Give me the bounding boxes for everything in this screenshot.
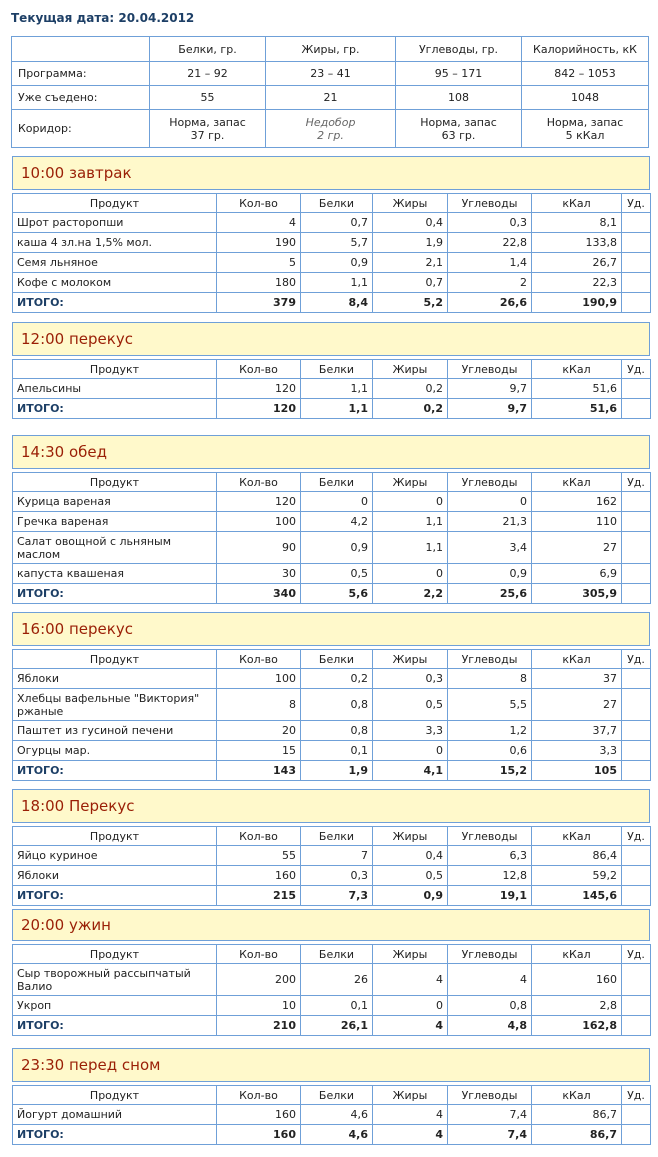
food-value: 120 — [217, 379, 301, 399]
delete-cell[interactable] — [622, 532, 651, 564]
delete-cell[interactable] — [622, 492, 651, 512]
food-value: 20 — [217, 721, 301, 741]
food-value: 22,3 — [532, 273, 622, 293]
food-name: Шрот расторопши — [13, 213, 217, 233]
meal-table-header — [13, 360, 651, 379]
program-label: Программа: — [12, 62, 150, 86]
food-name: Яблоки — [13, 866, 217, 886]
column-header: Кол-во — [217, 360, 301, 379]
food-row — [13, 512, 651, 532]
food-name: Яйцо куриное — [13, 846, 217, 866]
column-header: Жиры — [373, 945, 448, 964]
column-header: Углеводы — [448, 473, 532, 492]
column-header: Белки — [301, 194, 373, 213]
total-value: 15,2 — [448, 761, 532, 781]
food-row — [13, 866, 651, 886]
program-fat: 23 – 41 — [266, 62, 396, 86]
food-name: капуста квашеная — [13, 564, 217, 584]
column-header: Кол-во — [217, 827, 301, 846]
total-row — [13, 399, 651, 419]
total-value: 143 — [217, 761, 301, 781]
food-value: 1,1 — [373, 532, 448, 564]
total-value: 0,2 — [373, 399, 448, 419]
total-value: 162,8 — [532, 1016, 622, 1036]
food-value: 7 — [301, 846, 373, 866]
total-value: 340 — [217, 584, 301, 604]
total-value: 9,7 — [448, 399, 532, 419]
meal-section — [12, 612, 650, 781]
total-value: 210 — [217, 1016, 301, 1036]
food-value: 2,8 — [532, 996, 622, 1016]
column-header: Кол-во — [217, 473, 301, 492]
total-value: 4,6 — [301, 1125, 373, 1145]
food-value: 1,1 — [301, 379, 373, 399]
food-value: 1,4 — [448, 253, 532, 273]
food-row — [13, 996, 651, 1016]
food-value: 3,3 — [373, 721, 448, 741]
food-value: 0,9 — [448, 564, 532, 584]
food-value: 4 — [373, 964, 448, 996]
column-header: Кол-во — [217, 650, 301, 669]
column-header: Кол-во — [217, 945, 301, 964]
food-value: 4 — [373, 1105, 448, 1125]
food-name: Курица вареная — [13, 492, 217, 512]
food-name: Гречка вареная — [13, 512, 217, 532]
total-value: 19,1 — [448, 886, 532, 906]
total-value: 379 — [217, 293, 301, 313]
food-value: 27 — [532, 532, 622, 564]
food-row — [13, 669, 651, 689]
current-date-label: Текущая дата: 20.04.2012 — [11, 11, 195, 25]
food-value: 4 — [217, 213, 301, 233]
delete-cell[interactable] — [622, 741, 651, 761]
food-row — [13, 253, 651, 273]
meal-section — [12, 435, 650, 604]
column-header: кКал — [532, 473, 622, 492]
delete-cell[interactable] — [622, 253, 651, 273]
meal-table — [12, 359, 651, 419]
food-value: 0,7 — [373, 273, 448, 293]
column-header: Белки — [301, 945, 373, 964]
food-value: 0 — [373, 741, 448, 761]
food-value: 1,1 — [373, 512, 448, 532]
food-value: 1,9 — [373, 233, 448, 253]
meal-table-header — [13, 1086, 651, 1105]
corridor-label: Коридор: — [12, 110, 150, 148]
food-value: 8 — [448, 669, 532, 689]
food-value: 27 — [532, 689, 622, 721]
meal-section — [12, 156, 650, 313]
meal-title: 18:00 Перекус — [12, 789, 650, 823]
total-label: ИТОГО: — [13, 399, 217, 419]
food-value: 160 — [532, 964, 622, 996]
column-header: кКал — [532, 1086, 622, 1105]
meal-title: 14:30 обед — [12, 435, 650, 469]
total-label: ИТОГО: — [13, 584, 217, 604]
delete-cell[interactable] — [622, 846, 651, 866]
column-header: Жиры — [373, 650, 448, 669]
total-row — [13, 886, 651, 906]
total-label: ИТОГО: — [13, 1016, 217, 1036]
total-value: 4,8 — [448, 1016, 532, 1036]
eaten-calories: 1048 — [522, 86, 649, 110]
meal-title: 10:00 завтрак — [12, 156, 650, 190]
total-row — [13, 761, 651, 781]
total-label: ИТОГО: — [13, 886, 217, 906]
food-value: 0,6 — [448, 741, 532, 761]
total-value: 4,1 — [373, 761, 448, 781]
column-header: Углеводы — [448, 827, 532, 846]
food-value: 0,3 — [448, 213, 532, 233]
summary-header-empty — [12, 37, 150, 62]
column-header: Углеводы — [448, 945, 532, 964]
food-row — [13, 379, 651, 399]
total-value: 26,6 — [448, 293, 532, 313]
food-value: 30 — [217, 564, 301, 584]
meal-section — [12, 322, 650, 419]
delete-cell[interactable] — [622, 564, 651, 584]
total-value: 5,2 — [373, 293, 448, 313]
column-header: Продукт — [13, 1086, 217, 1105]
summary-header-fat: Жиры, гр. — [266, 37, 396, 62]
column-header: кКал — [532, 945, 622, 964]
food-row — [13, 532, 651, 564]
food-value: 0,8 — [448, 996, 532, 1016]
column-header: Продукт — [13, 473, 217, 492]
food-value: 5,7 — [301, 233, 373, 253]
food-value: 4,2 — [301, 512, 373, 532]
food-value: 133,8 — [532, 233, 622, 253]
delete-cell[interactable] — [622, 689, 651, 721]
food-value: 22,8 — [448, 233, 532, 253]
total-row — [13, 1016, 651, 1036]
meal-table — [12, 472, 651, 604]
column-header: Продукт — [13, 650, 217, 669]
delete-cell[interactable] — [622, 866, 651, 886]
food-row — [13, 721, 651, 741]
food-value: 0 — [448, 492, 532, 512]
food-row — [13, 846, 651, 866]
column-header: Углеводы — [448, 650, 532, 669]
food-name: Сыр творожный рассыпчатый Валио — [13, 964, 217, 996]
food-value: 15 — [217, 741, 301, 761]
food-name: Паштет из гусиной печени — [13, 721, 217, 741]
meal-table — [12, 1085, 651, 1145]
food-value: 0,4 — [373, 846, 448, 866]
meal-section — [12, 789, 650, 906]
column-header: кКал — [532, 650, 622, 669]
food-value: 0,5 — [373, 689, 448, 721]
food-value: 37,7 — [532, 721, 622, 741]
food-value: 26 — [301, 964, 373, 996]
meal-table — [12, 944, 651, 1036]
summary-header-carbs: Углеводы, гр. — [396, 37, 522, 62]
food-value: 160 — [217, 866, 301, 886]
corridor-carbs: Норма, запас 63 гр. — [396, 110, 522, 148]
food-value: 86,4 — [532, 846, 622, 866]
column-header: Продукт — [13, 360, 217, 379]
column-header: Жиры — [373, 827, 448, 846]
food-value: 26,7 — [532, 253, 622, 273]
food-value: 4,6 — [301, 1105, 373, 1125]
delete-cell[interactable] — [622, 379, 651, 399]
food-value: 110 — [532, 512, 622, 532]
food-value: 5,5 — [448, 689, 532, 721]
summary-header-calories: Калорийность, кК — [522, 37, 649, 62]
food-value: 0,2 — [373, 379, 448, 399]
column-header: Уд. — [622, 1086, 651, 1105]
food-name: каша 4 зл.на 1,5% мол. — [13, 233, 217, 253]
meal-table-header — [13, 473, 651, 492]
food-value: 0,3 — [373, 669, 448, 689]
total-value: 51,6 — [532, 399, 622, 419]
food-value: 162 — [532, 492, 622, 512]
delete-cell[interactable] — [622, 273, 651, 293]
total-value: 105 — [532, 761, 622, 781]
total-value: 305,9 — [532, 584, 622, 604]
food-value: 0,2 — [301, 669, 373, 689]
column-header: Жиры — [373, 473, 448, 492]
delete-cell[interactable] — [622, 213, 651, 233]
meal-table-header — [13, 945, 651, 964]
total-value: 0,9 — [373, 886, 448, 906]
food-row — [13, 233, 651, 253]
total-empty-cell — [622, 761, 651, 781]
food-row — [13, 213, 651, 233]
food-value: 0,7 — [301, 213, 373, 233]
total-value: 1,9 — [301, 761, 373, 781]
total-value: 8,4 — [301, 293, 373, 313]
food-value: 160 — [217, 1105, 301, 1125]
total-value: 145,6 — [532, 886, 622, 906]
food-row — [13, 964, 651, 996]
total-row — [13, 293, 651, 313]
total-label: ИТОГО: — [13, 1125, 217, 1145]
total-value: 215 — [217, 886, 301, 906]
food-value: 0,1 — [301, 741, 373, 761]
food-value: 0,9 — [301, 253, 373, 273]
program-calories: 842 – 1053 — [522, 62, 649, 86]
delete-cell[interactable] — [622, 996, 651, 1016]
food-value: 10 — [217, 996, 301, 1016]
food-row — [13, 564, 651, 584]
food-row — [13, 689, 651, 721]
column-header: кКал — [532, 360, 622, 379]
column-header: Углеводы — [448, 1086, 532, 1105]
meal-title: 16:00 перекус — [12, 612, 650, 646]
meal-title: 20:00 ужин — [12, 909, 650, 941]
meal-title: 12:00 перекус — [12, 322, 650, 356]
total-row — [13, 1125, 651, 1145]
total-value: 120 — [217, 399, 301, 419]
program-carbs: 95 – 171 — [396, 62, 522, 86]
total-value: 7,4 — [448, 1125, 532, 1145]
column-header: Уд. — [622, 473, 651, 492]
column-header: Жиры — [373, 194, 448, 213]
total-value: 4 — [373, 1016, 448, 1036]
food-value: 3,4 — [448, 532, 532, 564]
column-header: кКал — [532, 194, 622, 213]
food-value: 0,1 — [301, 996, 373, 1016]
total-value: 1,1 — [301, 399, 373, 419]
program-protein: 21 – 92 — [150, 62, 266, 86]
total-value: 86,7 — [532, 1125, 622, 1145]
food-value: 55 — [217, 846, 301, 866]
food-name: Яблоки — [13, 669, 217, 689]
total-value: 2,2 — [373, 584, 448, 604]
food-name: Укроп — [13, 996, 217, 1016]
food-value: 6,3 — [448, 846, 532, 866]
nutrition-summary-table — [11, 36, 649, 148]
food-value: 0 — [373, 996, 448, 1016]
meal-table-header — [13, 650, 651, 669]
food-value: 0 — [373, 564, 448, 584]
meal-table — [12, 826, 651, 906]
food-value: 3,3 — [532, 741, 622, 761]
column-header: кКал — [532, 827, 622, 846]
total-value: 160 — [217, 1125, 301, 1145]
food-row — [13, 1105, 651, 1125]
total-label: ИТОГО: — [13, 293, 217, 313]
column-header: Жиры — [373, 360, 448, 379]
delete-cell[interactable] — [622, 1105, 651, 1125]
food-row — [13, 492, 651, 512]
food-name: Салат овощной с льняным маслом — [13, 532, 217, 564]
food-value: 0,8 — [301, 689, 373, 721]
column-header: Белки — [301, 650, 373, 669]
food-value: 21,3 — [448, 512, 532, 532]
column-header: Продукт — [13, 945, 217, 964]
food-value: 8 — [217, 689, 301, 721]
total-value: 4 — [373, 1125, 448, 1145]
total-value: 5,6 — [301, 584, 373, 604]
column-header: Жиры — [373, 1086, 448, 1105]
delete-cell[interactable] — [622, 233, 651, 253]
column-header: Уд. — [622, 945, 651, 964]
food-value: 37 — [532, 669, 622, 689]
column-header: Продукт — [13, 194, 217, 213]
food-value: 51,6 — [532, 379, 622, 399]
total-empty-cell — [622, 1016, 651, 1036]
eaten-protein: 55 — [150, 86, 266, 110]
column-header: Белки — [301, 360, 373, 379]
food-value: 100 — [217, 512, 301, 532]
food-row — [13, 273, 651, 293]
column-header: Уд. — [622, 650, 651, 669]
total-empty-cell — [622, 399, 651, 419]
meal-table-header — [13, 194, 651, 213]
food-name: Семя льняное — [13, 253, 217, 273]
food-value: 180 — [217, 273, 301, 293]
total-row — [13, 584, 651, 604]
column-header: Продукт — [13, 827, 217, 846]
food-value: 90 — [217, 532, 301, 564]
meal-table — [12, 649, 651, 781]
column-header: Углеводы — [448, 360, 532, 379]
meal-title: 23:30 перед сном — [12, 1048, 650, 1082]
total-value: 25,6 — [448, 584, 532, 604]
corridor-calories: Норма, запас 5 кКал — [522, 110, 649, 148]
food-value: 86,7 — [532, 1105, 622, 1125]
summary-header-protein: Белки, гр. — [150, 37, 266, 62]
food-name: Йогурт домашний — [13, 1105, 217, 1125]
food-value: 1,1 — [301, 273, 373, 293]
column-header: Углеводы — [448, 194, 532, 213]
food-name: Кофе с молоком — [13, 273, 217, 293]
food-value: 4 — [448, 964, 532, 996]
eaten-label: Уже съедено: — [12, 86, 150, 110]
column-header: Уд. — [622, 360, 651, 379]
food-value: 120 — [217, 492, 301, 512]
food-value: 0,3 — [301, 866, 373, 886]
eaten-fat: 21 — [266, 86, 396, 110]
meal-table-header — [13, 827, 651, 846]
food-value: 5 — [217, 253, 301, 273]
column-header: Белки — [301, 827, 373, 846]
column-header: Уд. — [622, 194, 651, 213]
food-value: 0,5 — [301, 564, 373, 584]
food-value: 0 — [373, 492, 448, 512]
delete-cell[interactable] — [622, 669, 651, 689]
total-empty-cell — [622, 886, 651, 906]
food-value: 7,4 — [448, 1105, 532, 1125]
food-value: 2,1 — [373, 253, 448, 273]
food-value: 0,4 — [373, 213, 448, 233]
delete-cell[interactable] — [622, 964, 651, 996]
food-value: 0,8 — [301, 721, 373, 741]
corridor-fat: Недобор 2 гр. — [266, 110, 396, 148]
meal-section — [12, 1048, 650, 1145]
food-value: 190 — [217, 233, 301, 253]
food-value: 1,2 — [448, 721, 532, 741]
total-empty-cell — [622, 1125, 651, 1145]
food-value: 2 — [448, 273, 532, 293]
column-header: Уд. — [622, 827, 651, 846]
meal-section — [12, 909, 650, 1036]
column-header: Белки — [301, 473, 373, 492]
total-value: 7,3 — [301, 886, 373, 906]
food-value: 6,9 — [532, 564, 622, 584]
delete-cell[interactable] — [622, 512, 651, 532]
total-value: 26,1 — [301, 1016, 373, 1036]
food-name: Хлебцы вафельные "Виктория" ржаные — [13, 689, 217, 721]
corridor-protein: Норма, запас 37 гр. — [150, 110, 266, 148]
delete-cell[interactable] — [622, 721, 651, 741]
food-value: 0,5 — [373, 866, 448, 886]
food-row — [13, 741, 651, 761]
food-name: Апельсины — [13, 379, 217, 399]
total-empty-cell — [622, 584, 651, 604]
meal-table — [12, 193, 651, 313]
food-value: 0 — [301, 492, 373, 512]
eaten-carbs: 108 — [396, 86, 522, 110]
food-value: 12,8 — [448, 866, 532, 886]
food-name: Огурцы мар. — [13, 741, 217, 761]
food-value: 200 — [217, 964, 301, 996]
column-header: Белки — [301, 1086, 373, 1105]
total-label: ИТОГО: — [13, 761, 217, 781]
total-value: 190,9 — [532, 293, 622, 313]
food-value: 9,7 — [448, 379, 532, 399]
food-value: 100 — [217, 669, 301, 689]
column-header: Кол-во — [217, 1086, 301, 1105]
food-value: 59,2 — [532, 866, 622, 886]
food-value: 0,9 — [301, 532, 373, 564]
food-value: 8,1 — [532, 213, 622, 233]
total-empty-cell — [622, 293, 651, 313]
column-header: Кол-во — [217, 194, 301, 213]
